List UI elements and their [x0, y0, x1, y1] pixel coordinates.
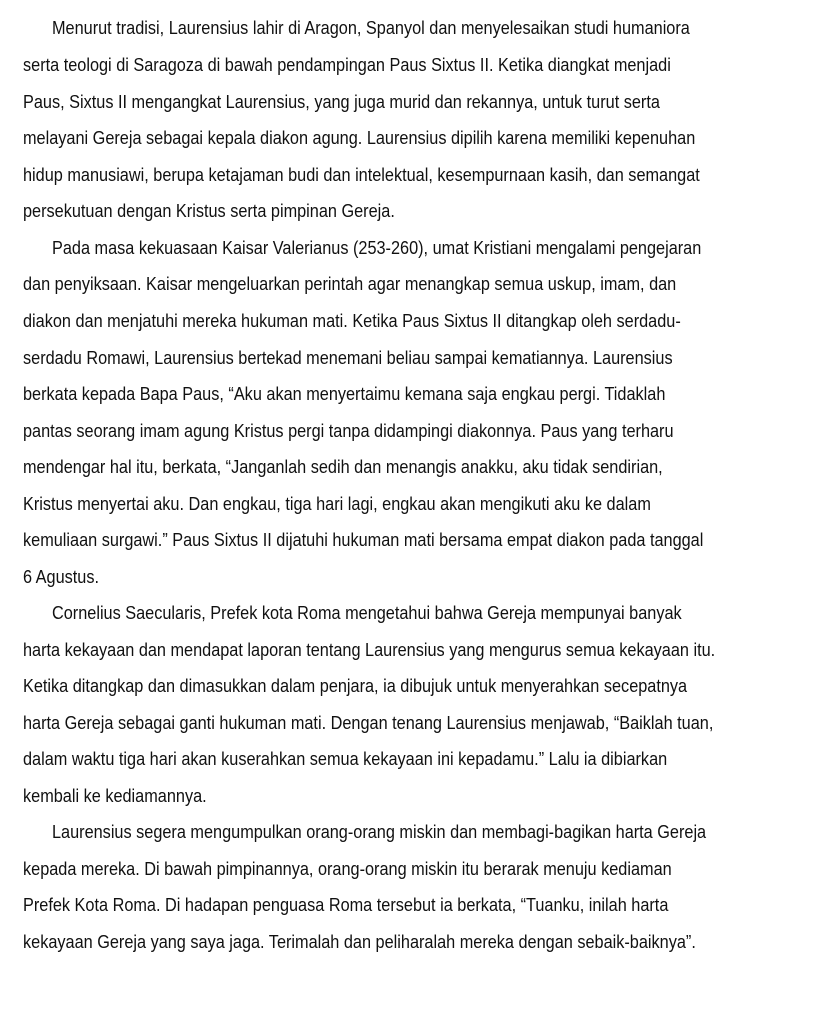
- text-line: kemuliaan surgawi.” Paus Sixtus II dijatuhi hukuman mati bersama empat diakon pada tanggal: [23, 529, 704, 550]
- text-line: Laurensius segera mengumpulkan orang-orang miskin dan membagi-bagikan harta Gereja: [52, 821, 707, 842]
- text-line: berkata kepada Bapa Paus, “Aku akan menyertaimu kemana saja engkau pergi. Tidaklah: [23, 383, 666, 404]
- text-line: kepada mereka. Di bawah pimpinannya, orang-orang miskin itu berarak menuju kediaman: [23, 858, 672, 879]
- text-line: Ketika ditangkap dan dimasukkan dalam penjara, ia dibujuk untuk menyerahkan secepatnya: [23, 675, 688, 696]
- text-line: hidup manusiawi, berupa ketajaman budi dan intelektual, kesempurnaan kasih, dan semangat: [23, 164, 700, 185]
- text-line: Prefek Kota Roma. Di hadapan penguasa Roma tersebut ia berkata, “Tuanku, inilah harta: [23, 894, 669, 915]
- text-line: harta kekayaan dan mendapat laporan tentang Laurensius yang mengurus semua kekayaan itu.: [23, 639, 716, 660]
- text-line: Kristus menyertai aku. Dan engkau, tiga hari lagi, engkau akan mengikuti aku ke dalam: [23, 493, 651, 514]
- text-line: serta teologi di Saragoza di bawah pendampingan Paus Sixtus II. Ketika diangkat menjadi: [23, 54, 671, 75]
- text-line: Menurut tradisi, Laurensius lahir di Aragon, Spanyol dan menyelesaikan studi humaniora: [52, 17, 690, 38]
- text-line: serdadu Romawi, Laurensius bertekad menemani beliau sampai kematiannya. Laurensius: [23, 347, 673, 368]
- text-line: mendengar hal itu, berkata, “Janganlah sedih dan menangis anakku, aku tidak sendirian,: [23, 456, 663, 477]
- text-line: Cornelius Saecularis, Prefek kota Roma mengetahui bahwa Gereja mempunyai banyak: [52, 602, 682, 623]
- text-line: kekayaan Gereja yang saya jaga. Terimalah dan peliharalah mereka dengan sebaik-baiknya”.: [23, 931, 696, 952]
- text-line: dan penyiksaan. Kaisar mengeluarkan perintah agar menangkap semua uskup, imam, dan: [23, 273, 677, 294]
- text-line: Paus, Sixtus II mengangkat Laurensius, yang juga murid dan rekannya, untuk turut serta: [23, 91, 660, 112]
- text-line: kembali ke kediamannya.: [23, 785, 207, 806]
- text-line: pantas seorang imam agung Kristus pergi tanpa didampingi diakonnya. Paus yang terharu: [23, 420, 674, 441]
- text-line: harta Gereja sebagai ganti hukuman mati. Dengan tenang Laurensius menjawab, “Baiklah tuan,: [23, 712, 714, 733]
- text-line: dalam waktu tiga hari akan kuserahkan semua kekayaan ini kepadamu.” Lalu ia dibiarkan: [23, 748, 668, 769]
- text-line: persekutuan dengan Kristus serta pimpinan Gereja.: [23, 200, 395, 221]
- text-line: melayani Gereja sebagai kepala diakon agung. Laurensius dipilih karena memiliki kepenuhan: [23, 127, 696, 148]
- text-line: diakon dan menjatuhi mereka hukuman mati. Ketika Paus Sixtus II ditangkap oleh serdadu-: [23, 310, 681, 331]
- text-line: 6 Agustus.: [23, 566, 100, 587]
- text-line: Pada masa kekuasaan Kaisar Valerianus (253-260), umat Kristiani mengalami pengejaran: [52, 237, 702, 258]
